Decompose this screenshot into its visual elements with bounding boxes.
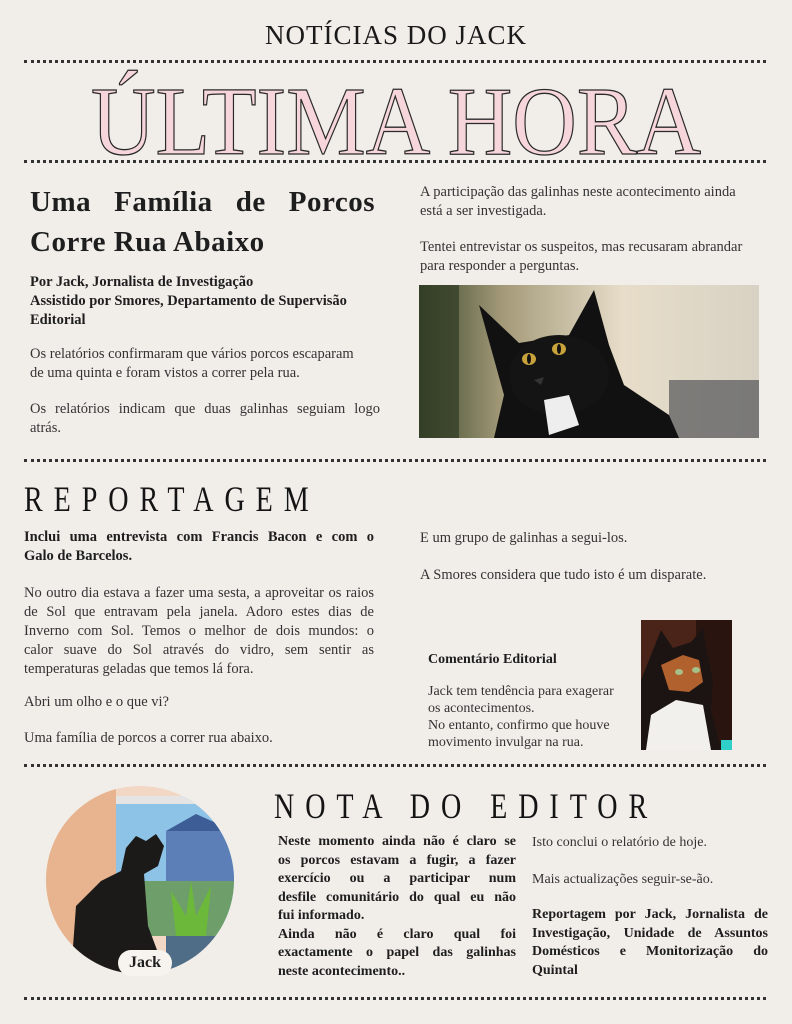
caption-badge	[118, 950, 172, 976]
text-line: Ainda não é claro qual foi	[278, 926, 516, 942]
text-line: Reportagem por Jack, Jornalista de	[532, 907, 768, 922]
text-line: A participação das galinhas neste acontecimento ainda	[420, 184, 736, 200]
feature-paragraph: Uma família de porcos a correr rua abaixo.	[24, 730, 273, 746]
jack-portrait	[46, 786, 234, 974]
text-line: de uma quinta e foram vistos a correr pela rua.	[30, 365, 300, 381]
byline-line: Por Jack, Jornalista de Investigação	[30, 274, 254, 290]
text-line: Inverno com Sol. Temos o melhor de dois mundos: o	[24, 623, 374, 639]
text-line: Galo de Barcelos.	[24, 548, 133, 564]
text-line: No entanto, confirmo que houve	[428, 718, 610, 733]
text-line: neste acontecimento..	[278, 963, 406, 979]
story-paragraph	[30, 345, 380, 383]
editor-note-left	[278, 833, 516, 981]
text-line: para responder a perguntas.	[420, 258, 580, 274]
text-line: Inclui uma entrevista com Francis Bacon e com o	[24, 529, 374, 545]
text-line: movimento invulgar na rua.	[428, 735, 584, 750]
text-line: Jack tem tendência para exagerar	[428, 684, 614, 699]
feature-title: REPORTAGEM	[24, 479, 320, 519]
editor-note-right: Mais actualizações seguir-se-ão.	[532, 872, 714, 887]
report-credit	[532, 906, 768, 980]
text-line: exercício ou a participar num	[278, 871, 516, 886]
text-line: exactamente o papel das galinhas	[278, 945, 516, 960]
divider	[24, 160, 766, 163]
text-line: Domésticos e Monitorização do	[532, 944, 768, 959]
text-line: Os relatórios confirmaram que vários porcos escaparam	[30, 346, 354, 362]
calico-cat-photo	[641, 620, 732, 750]
text-line: calor suave do Sol através do vidro, sem sentir as	[24, 642, 374, 658]
photo-caption: Jack	[129, 954, 161, 971]
masthead: NOTÍCIAS DO JACK	[264, 20, 527, 50]
text-line: de Sol que entravam pela janela. Adoro estes dias de	[24, 604, 374, 620]
text-line: está a ser investigada.	[420, 203, 547, 219]
feature-paragraph: E um grupo de galinhas a segui-los.	[420, 530, 628, 546]
story-paragraph	[420, 238, 770, 276]
story-headline	[30, 182, 375, 262]
divider	[24, 764, 766, 767]
story-headline-line: Corre Rua Abaixo	[30, 226, 265, 258]
breaking-banner	[0, 58, 792, 162]
editor-note-title: NOTA DO EDITOR	[274, 786, 659, 826]
divider	[24, 997, 766, 1000]
text-line: temperaturas geladas que temos lá fora.	[24, 661, 254, 677]
text-line: Investigação, Unidade de Assuntos	[532, 925, 768, 941]
byline-line: Assistido por Smores, Departamento de Supervisão	[30, 293, 347, 309]
editorial-comment-title: Comentário Editorial	[428, 652, 557, 667]
story-paragraph	[420, 183, 770, 221]
divider	[24, 459, 766, 462]
editorial-comment	[428, 683, 638, 751]
text-line: os porcos estavam a fugir, a fazer	[278, 852, 516, 868]
story-headline-line: Uma Família de Porcos	[30, 186, 375, 218]
feature-lead	[24, 528, 374, 566]
text-line: Quintal	[532, 962, 578, 978]
text-line: No outro dia estava a fazer uma sesta, a aproveitar os raios	[24, 585, 374, 601]
text-line: os acontecimentos.	[428, 701, 535, 716]
feature-paragraph: Abri um olho e o que vi?	[24, 694, 169, 710]
story-byline	[30, 273, 380, 330]
story-paragraph	[30, 400, 380, 438]
black-cat-photo	[419, 285, 759, 438]
feature-paragraph	[24, 584, 374, 679]
text-line: Os relatórios indicam que duas galinhas seguiam logo	[30, 401, 380, 417]
feature-paragraph: A Smores considera que tudo isto é um disparate.	[420, 567, 707, 583]
text-line: desfile comunitário do qual eu não	[278, 889, 516, 905]
text-line: Tentei entrevistar os suspeitos, mas recusaram abrandar	[420, 239, 743, 255]
editor-note-right: Isto conclui o relatório de hoje.	[532, 835, 707, 850]
text-line: atrás.	[30, 420, 61, 436]
breaking-title: ÚLTIMA HORA	[91, 68, 702, 162]
text-line: Neste momento ainda não é claro se	[278, 834, 516, 849]
text-line: fui informado.	[278, 908, 365, 923]
byline-line: Editorial	[30, 312, 86, 328]
